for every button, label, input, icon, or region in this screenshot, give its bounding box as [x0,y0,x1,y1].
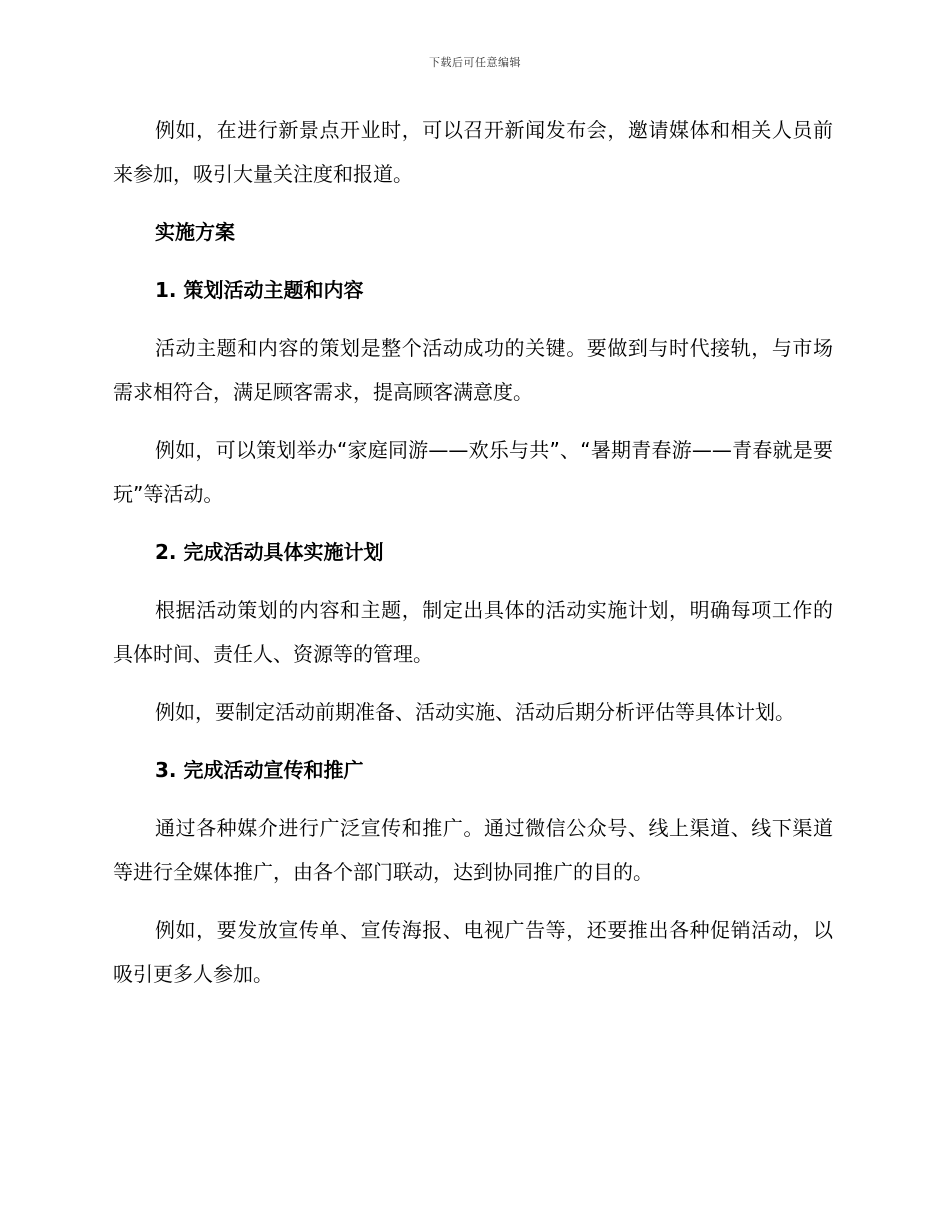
section-title: 实施方案 [155,220,235,244]
paragraph-plan-example: 例如，要制定活动前期准备、活动实施、活动后期分析评估等具体计划。 [155,700,795,724]
paragraph-theme-planning: 活动主题和内容的策划是整个活动成功的关键。要做到与时代接轨，与市场需求相符合，满足顾客需求，提高顾客满意度。 [113,336,833,404]
subheading-3: 3. 完成活动宣传和推广 [155,758,364,782]
paragraph-theme-example: 例如，可以策划举办“家庭同游——欢乐与共”、“暑期青春游——青春就是要玩”等活动。 [113,438,833,506]
subheading-1: 1. 策划活动主题和内容 [155,278,364,302]
subheading-2: 2. 完成活动具体实施计划 [155,540,384,564]
document-body [113,108,833,1010]
paragraph-implementation-plan: 根据活动策划的内容和主题，制定出具体的活动实施计划，明确每项工作的具体时间、责任人、资源等的管理。 [113,598,833,666]
paragraph-press-conference-example: 例如，在进行新景点开业时，可以召开新闻发布会，邀请媒体和相关人员前来参加，吸引大量关注度和报道。 [113,118,833,186]
page-header-note: 下载后可任意编辑 [429,56,521,69]
paragraph-promotion-example: 例如，要发放宣传单、宣传海报、电视广告等，还要推出各种促销活动，以吸引更多人参加。 [113,918,833,986]
paragraph-promotion: 通过各种媒介进行广泛宣传和推广。通过微信公众号、线上渠道、线下渠道等进行全媒体推广，由各个部门联动，达到协同推广的目的。 [113,816,833,884]
